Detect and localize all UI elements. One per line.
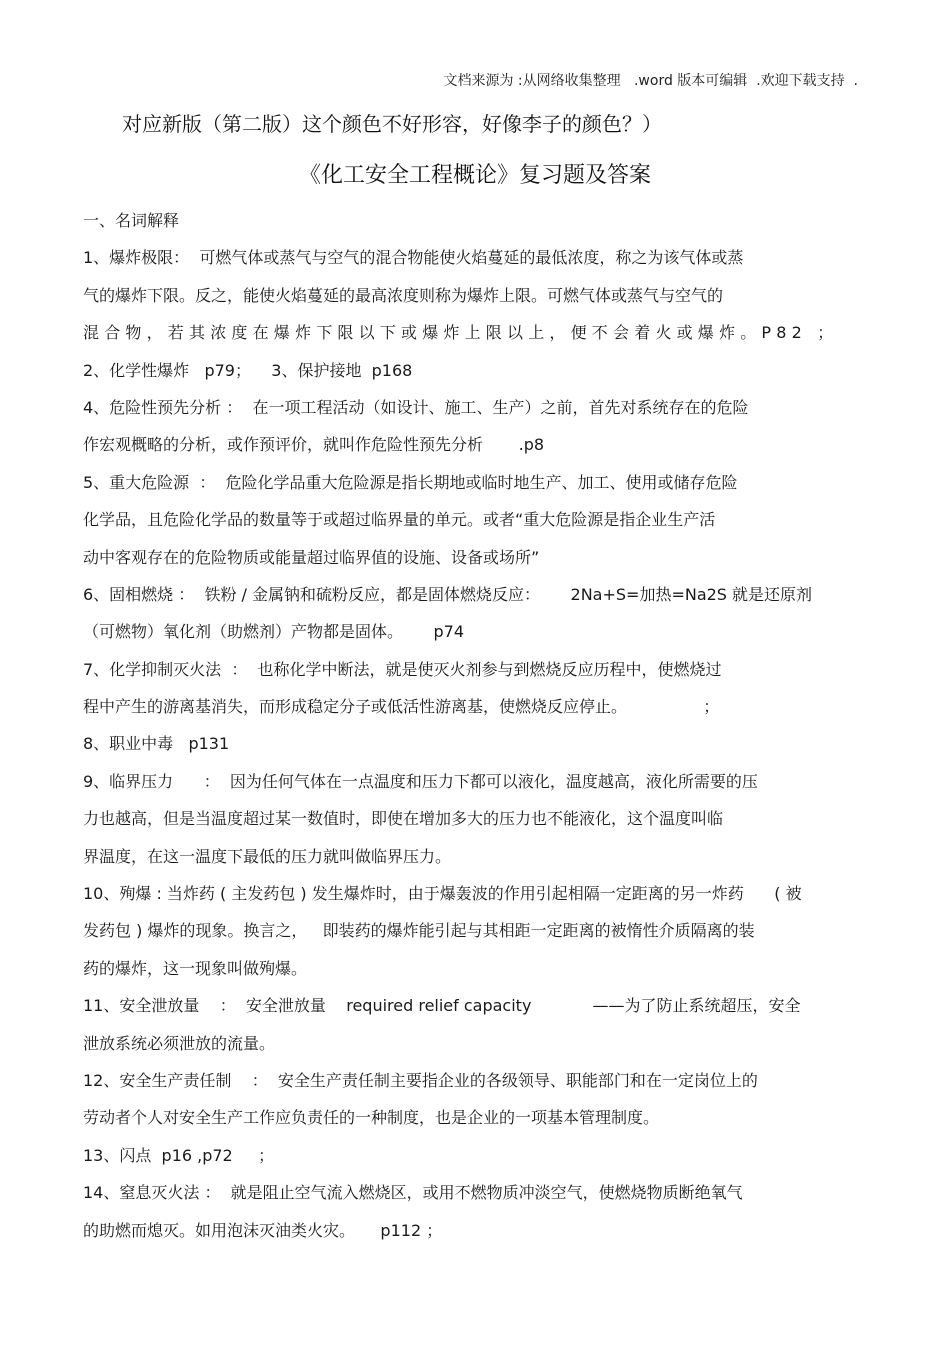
text-line: 7、化学抑制灭火法 ： 也称化学中断法，就是使灭火剂参与到燃烧反应历程中，使燃烧过 [83,659,722,679]
text-line: 的助燃而熄灭。如用泡沫灭油类火灾。 p112 ； [83,1220,443,1240]
text-line: （可燃物）氧化剂（助燃剂）产物都是固体。 p74 [83,622,465,642]
text-line: 12、安全生产责任制 ： 安全生产责任制主要指企业的各级领导、职能部门和在一定岗位上的 [83,1070,758,1090]
text-line: 程中产生的游离基消失，而形成稳定分子或低活性游离基，使燃烧反应停止。 ； [83,697,720,717]
text-line: 13、闪点 p16 ,p72 ； [83,1145,275,1165]
text-line: 作宏观概略的分析，或作预评价，就叫作危险性预先分析 .p8 [83,435,545,455]
text-line: 1、爆炸极限： 可燃气体或蒸气与空气的混合物能使火焰蔓延的最低浓度，称之为该气体或蒸 [83,248,744,268]
header-note: 文档来源为 :从网络收集整理 .word 版本可编辑 .欢迎下载支持 . [443,73,858,89]
text-line: 14、窒息灭火法 ： 就是阻止空气流入燃烧区，或用不燃物质冲淡空气，使燃烧物质断绝氧气 [83,1183,743,1203]
text-line: 6、固相燃烧 ： 铁粉 / 金属钠和硫粉反应，都是固体燃烧反应： 2Na+S=加热=Na2S 就是还原剂 [83,584,813,604]
document-body [83,202,873,1249]
text-line: 2、化学性爆炸 p79； 3、保护接地 p168 [83,360,413,380]
text-line: 化学品，且危险化学品的数量等于或超过临界量的单元。或者“重大危险源是指企业生产活 [83,510,716,530]
text-line: 5、重大危险源 ： 危险化学品重大危险源是指长期地或临时地生产、加工、使用或储存危险 [83,472,738,492]
text-line: 动中客观存在的危险物质或能量超过临界值的设施、设备或场所” [83,547,540,567]
edition-note: 对应新版（第二版）这个颜色不好形容，好像李子的颜色？） [122,112,662,136]
document-title: 《化工安全工程概论》复习题及答案 [298,163,651,188]
text-line: 9、临界压力 ： 因为任何气体在一点温度和压力下都可以液化，温度越高，液化所需要的压 [83,771,758,791]
section-heading: 一、名词解释 [83,211,180,230]
text-line: 气的爆炸下限。反之，能使火焰蔓延的最高浓度则称为爆炸上限。可燃气体或蒸气与空气的 [83,285,724,305]
text-line: 4、危险性预先分析 ： 在一项工程活动（如设计、施工、生产）之前，首先对系统存在的危险 [83,397,749,417]
text-line: 8、职业中毒 p131 [83,734,230,754]
text-line: 力也越高，但是当温度超过某一数值时，即使在增加多大的压力也不能液化，这个温度叫临 [83,809,724,829]
text-line: 发药包 ) 爆炸的现象。换言之， 即装药的爆炸能引起与其相距一定距离的被惰性介质隔离的装 [83,921,755,941]
text-line: 混合物，若其浓度在爆炸下限以下或爆炸上限以上，便不会着火或爆炸。P82 ； [83,323,839,343]
text-line: 10、殉爆 : 当炸药 ( 主发药包 ) 发生爆炸时，由于爆轰波的作用引起相隔一定距离的另一炸药 ( 被 [83,884,802,904]
text-line: 泄放系统必须泄放的流量。 [83,1033,276,1053]
text-line: 11、安全泄放量 ： 安全泄放量 required relief capacity ——为了防止系统超压，安全 [83,996,801,1016]
text-line: 药的爆炸，这一现象叫做殉爆。 [83,958,308,978]
text-line: 界温度，在这一温度下最低的压力就叫做临界压力。 [83,846,452,866]
text-line: 劳动者个人对安全生产工作应负责任的一种制度，也是企业的一项基本管理制度。 [83,1108,660,1128]
